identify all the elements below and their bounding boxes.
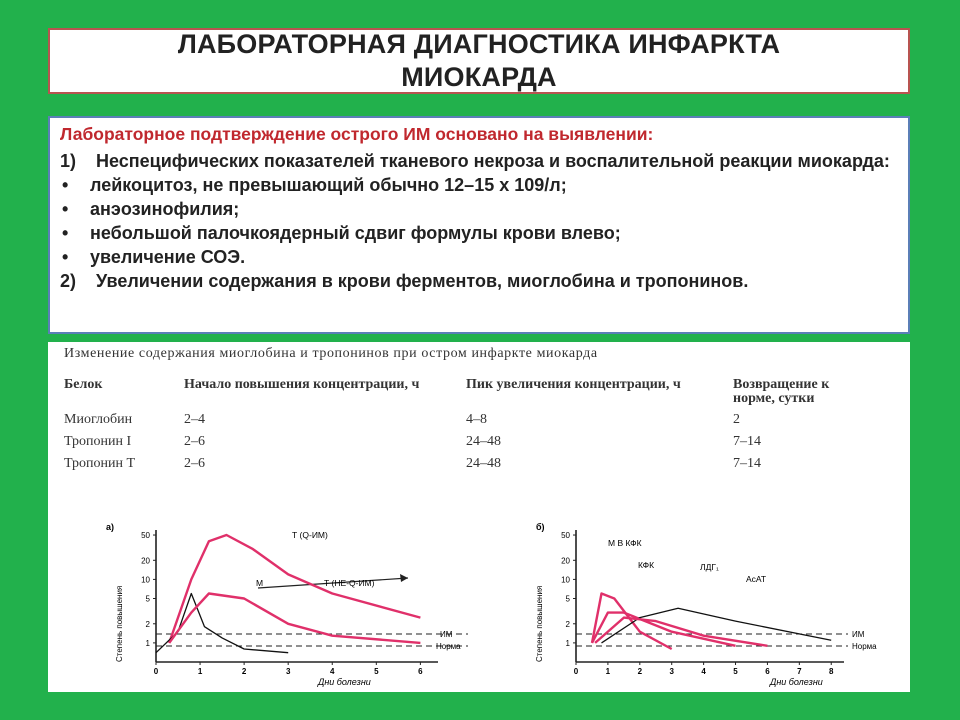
page-title — [178, 28, 780, 94]
table-header: Начало повышения концентрации, ч — [184, 377, 420, 392]
table-cell: Тропонин Т — [64, 456, 136, 471]
series-label: КФК — [638, 560, 655, 570]
chart-b — [535, 522, 877, 687]
table-cell: Миоглобин — [64, 412, 133, 427]
bullet-icon: • — [62, 223, 69, 243]
y-tick-label: 20 — [141, 556, 150, 566]
x-tick-label: 7 — [797, 667, 802, 676]
chart-a-y-label: Степень повышения — [115, 585, 124, 662]
y-tick-label: 5 — [565, 594, 570, 604]
series-label: Т (НЕ-Q-ИМ) — [324, 578, 375, 588]
item-1-text: Неспецифических показателей тканевого некроза и воспалительной реакции миокарда: — [96, 151, 890, 171]
chart-b-y-label: Степень повышения — [535, 585, 544, 662]
y-tick-label: 2 — [145, 619, 150, 629]
chart-a-im-label: ИМ — [440, 630, 453, 639]
bullet-text: анэозинофилия; — [90, 199, 240, 219]
y-tick-label: 10 — [141, 575, 150, 585]
y-tick-label: 5 — [145, 594, 150, 604]
x-tick-label: 0 — [153, 667, 159, 676]
marker-charts — [48, 342, 910, 692]
bullet-text: лейкоцитоз, не превышающий обычно 12–15 х 109/л; — [90, 175, 567, 195]
x-tick-label: 2 — [637, 667, 643, 676]
figure-panel — [48, 342, 910, 692]
bullet-item — [60, 245, 898, 269]
chart-a-panel-label: а) — [106, 522, 115, 532]
table-cell: 2–6 — [184, 434, 205, 449]
series-label: ЛДГ₁ — [700, 562, 719, 572]
table-cell: 7–14 — [733, 434, 761, 449]
bullet-icon: • — [62, 199, 69, 219]
bullet-icon: • — [62, 247, 69, 267]
chart-b-x-label: Дни болезни — [770, 677, 823, 687]
table-cell: 24–48 — [466, 434, 501, 449]
bullet-icon: • — [62, 175, 69, 195]
table-header: Возвращение к норме, сутки — [733, 377, 830, 406]
y-tick-label: 10 — [561, 575, 570, 585]
table-header: Белок — [64, 377, 103, 392]
y-tick-label: 1 — [565, 638, 570, 648]
table-header: Пик увеличения концентрации, ч — [466, 377, 681, 392]
x-tick-label: 8 — [829, 667, 834, 676]
y-tick-label: 20 — [561, 556, 570, 566]
table-cell: 4–8 — [466, 412, 487, 427]
series-label: АсАТ — [746, 574, 767, 584]
chart-b-norm-label: Норма — [852, 642, 877, 651]
x-tick-label: 0 — [573, 667, 579, 676]
y-tick-label: 1 — [145, 638, 150, 648]
content-box — [48, 116, 910, 334]
item-2-text: Увеличении содержания в крови ферментов, миоглобина и тропонинов. — [96, 271, 749, 291]
chart-a-arrowhead — [400, 574, 408, 582]
series-label: М В КФК — [608, 538, 642, 548]
table-cell: 2–4 — [184, 412, 205, 427]
x-tick-label: 1 — [605, 667, 611, 676]
bullet-text: небольшой палочкоядерный сдвиг формулы крови влево; — [90, 223, 621, 243]
table-cell: Тропонин I — [64, 434, 132, 449]
x-tick-label: 5 — [733, 667, 738, 676]
x-tick-label: 4 — [701, 667, 706, 676]
list-item-1 — [60, 149, 898, 173]
y-tick-label: 2 — [565, 619, 570, 629]
table-cell: 2–6 — [184, 456, 205, 471]
series-line — [592, 613, 736, 646]
item-1-marker: 1) — [60, 151, 77, 171]
chart-a-norm-label: Норма — [436, 642, 461, 651]
figure-table-title: Изменение содержания миоглобина и тропонинов при остром инфаркте миокарда — [64, 346, 598, 361]
y-tick-label: 50 — [141, 531, 150, 541]
chart-b-im-label: ИМ — [852, 630, 865, 639]
y-tick-label: 50 — [561, 531, 570, 541]
table-cell: 2 — [733, 412, 740, 427]
title-line-2: МИОКАРДА — [401, 62, 557, 92]
x-tick-label: 3 — [285, 667, 291, 676]
x-tick-label: 5 — [374, 667, 379, 676]
bullet-item — [60, 221, 898, 245]
title-box — [48, 28, 910, 94]
series-line — [169, 594, 420, 643]
x-tick-label: 4 — [330, 667, 335, 676]
list-item-2 — [60, 269, 898, 293]
bullet-item — [60, 173, 898, 197]
x-tick-label: 3 — [669, 667, 674, 676]
x-tick-label: 6 — [418, 667, 423, 676]
table-cell: 24–48 — [466, 456, 501, 471]
chart-b-panel-label: б) — [536, 522, 545, 532]
lead-text: Лабораторное подтверждение острого ИМ основано на выявлении: — [60, 124, 654, 144]
x-tick-label: 6 — [765, 667, 770, 676]
series-label: Т (Q-ИМ) — [292, 530, 328, 540]
x-tick-label: 1 — [197, 667, 203, 676]
chart-a — [106, 522, 468, 687]
item-2-marker: 2) — [60, 271, 77, 291]
table-cell: 7–14 — [733, 456, 761, 471]
series-label: М — [256, 578, 264, 588]
bullet-item — [60, 197, 898, 221]
title-line-1: ЛАБОРАТОРНАЯ ДИАГНОСТИКА ИНФАРКТА — [177, 29, 781, 59]
bullet-text: увеличение СОЭ. — [90, 247, 246, 267]
chart-a-x-label: Дни болезни — [318, 677, 371, 687]
x-tick-label: 2 — [241, 667, 247, 676]
